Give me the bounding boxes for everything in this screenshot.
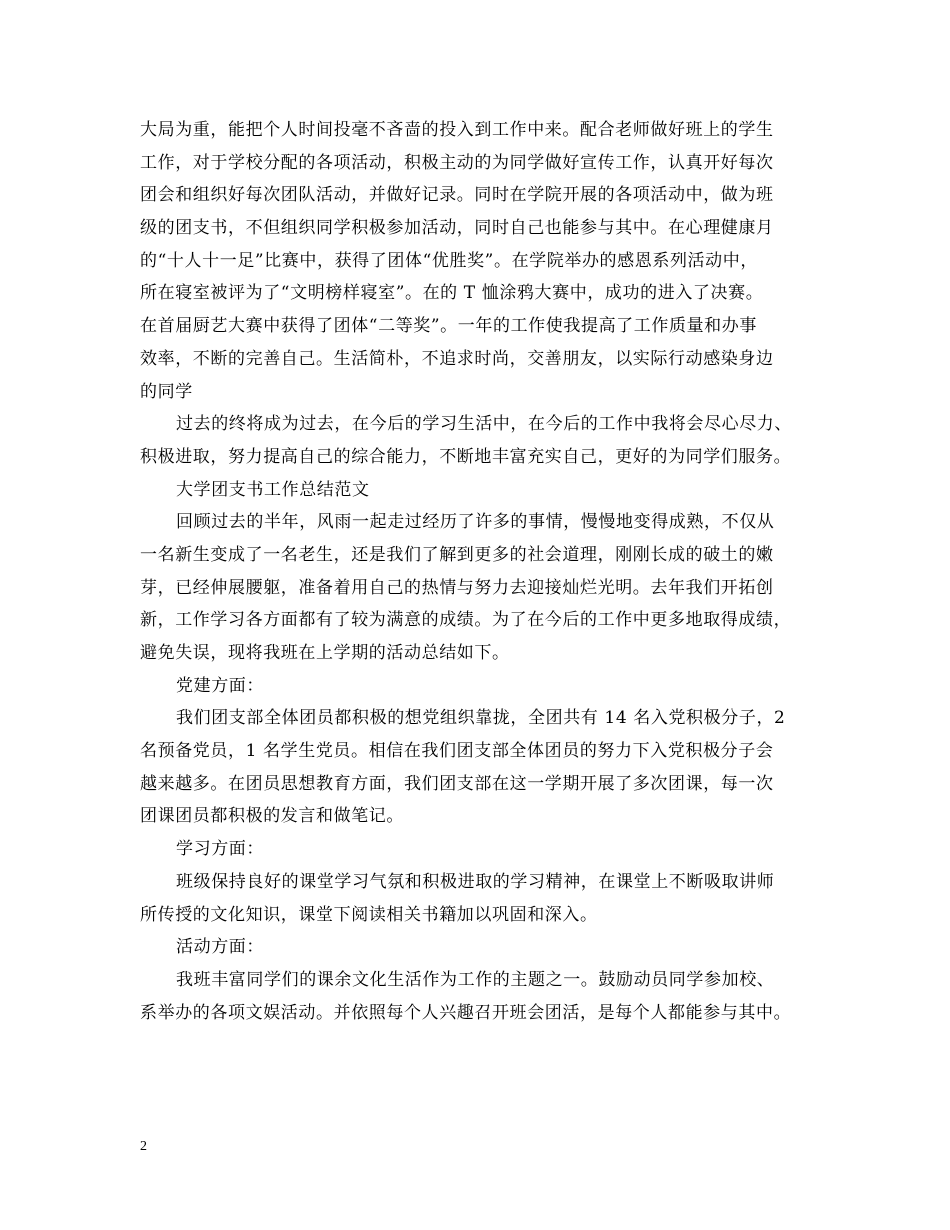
text-line: 一名新生变成了一名老生，还是我们了解到更多的社会道理，刚刚长成的破土的嫩 bbox=[140, 544, 774, 565]
text-line: 大局为重，能把个人时间投毫不吝啬的投入到工作中来。配合老师做好班上的学生 bbox=[140, 120, 774, 140]
page-number: 2 bbox=[140, 1139, 147, 1154]
section-heading: 学习方面： bbox=[176, 839, 264, 860]
text-line: 所在寝室被评为了“文明榜样寝室”。在的 T 恤涂鸦大赛中，成功的进入了决赛。 bbox=[140, 283, 764, 304]
text-line: 的“十人十一足”比赛中，获得了团体“优胜奖”。在学院举办的感恩系列活动中， bbox=[140, 250, 758, 271]
text-line: 越来越多。在团员思想教育方面，我们团支部在这一学期开展了多次团课，每一次 bbox=[140, 773, 774, 794]
text-line: 所传授的文化知识，课堂下阅读相关书籍加以巩固和深入。 bbox=[140, 904, 598, 925]
text-line: 我班丰富同学们的课余文化生活作为工作的主题之一。鼓励动员同学参加校、 bbox=[176, 969, 775, 990]
text-line: 团会和组织好每次团队活动，并做好记录。同时在学院开展的各项活动中，做为班 bbox=[140, 185, 774, 206]
text-line: 名预备党员，1 名学生党员。相信在我们团支部全体团员的努力下入党积极分子会 bbox=[140, 741, 774, 762]
text-line: 积极进取，努力提高自己的综合能力，不断地丰富充实自己，更好的为同学们服务。 bbox=[140, 446, 792, 467]
text-line: 芽，已经伸展腰躯，准备着用自己的热情与努力去迎接灿烂光明。去年我们开拓创 bbox=[140, 577, 774, 598]
text-line: 工作，对于学校分配的各项活动，积极主动的为同学做好宣传工作，认真开好每次 bbox=[140, 152, 774, 173]
section-heading: 活动方面： bbox=[176, 937, 264, 958]
body-text bbox=[140, 114, 830, 1029]
text-line: 我们团支部全体团员都积极的想党组织靠拢，全团共有 14 名入党积极分子，2 bbox=[176, 708, 786, 729]
text-line: 避免失误，现将我班在上学期的活动总结如下。 bbox=[140, 643, 510, 663]
text-line: 系举办的各项文娱活动。并依照每个人兴趣召开班会团活，是每个人都能参与其中。 bbox=[140, 1002, 792, 1023]
text-line: 过去的终将成为过去，在今后的学习生活中，在今后的工作中我将会尽心尽力、 bbox=[176, 414, 792, 435]
text-line: 团课团员都积极的发言和做笔记。 bbox=[140, 806, 404, 827]
text-line: 在首届厨艺大赛中获得了团体“二等奖”。一年的工作使我提高了工作质量和办事 bbox=[140, 316, 757, 337]
text-line: 回顾过去的半年，风雨一起走过经历了许多的事情，慢慢地变得成熟，不仅从 bbox=[176, 512, 775, 533]
text-line: 效率，不断的完善自己。生活简朴，不追求时尚，交善朋友，以实际行动感染身边 bbox=[140, 348, 774, 369]
section-heading: 党建方面： bbox=[176, 675, 264, 696]
section-title: 大学团支书工作总结范文 bbox=[176, 479, 370, 500]
text-line: 新，工作学习各方面都有了较为满意的成绩。为了在今后的工作中更多地取得成绩， bbox=[140, 610, 792, 631]
text-line: 班级保持良好的课堂学习气氛和积极进取的学习精神，在课堂上不断吸取讲师 bbox=[176, 871, 775, 892]
text-line: 级的团支书，不但组织同学积极参加活动，同时自己也能参与其中。在心理健康月 bbox=[140, 218, 774, 239]
text-line: 的同学 bbox=[140, 381, 193, 402]
